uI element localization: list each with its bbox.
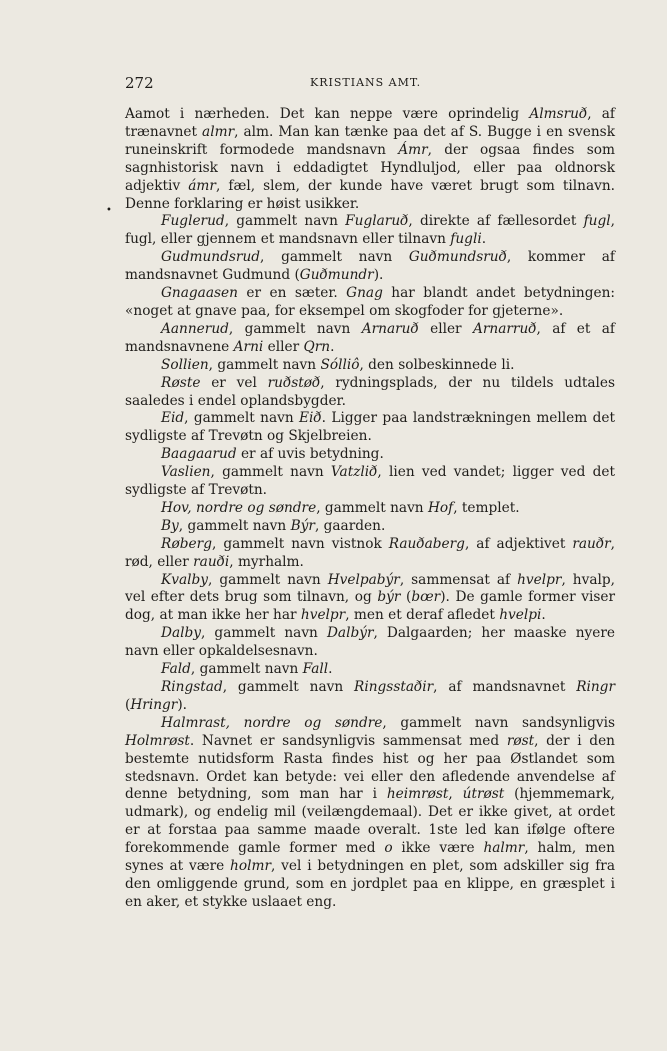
italic-term: Ringr bbox=[576, 679, 615, 695]
italic-term: holmr bbox=[230, 858, 272, 875]
italic-term: fugl bbox=[583, 213, 611, 230]
text-run: , gammelt navn vistnok bbox=[211, 535, 389, 552]
italic-term: Gudmundsrud bbox=[161, 249, 261, 266]
text-run: . Ligger paa landstrækningen mellem det sydligste af Trevøtn og Skjelbreien. bbox=[125, 410, 615, 445]
italic-term: fugli bbox=[450, 231, 482, 248]
italic-term: Hof bbox=[427, 499, 454, 516]
text-run: , gammelt navn bbox=[210, 464, 331, 481]
italic-term: Fuglerud bbox=[161, 213, 225, 230]
paragraph bbox=[125, 446, 615, 464]
italic-term: hvelpi bbox=[499, 607, 542, 624]
italic-term: býr bbox=[377, 589, 401, 606]
text-run: , templet. bbox=[453, 499, 520, 516]
text-run: , halm, men synes at være bbox=[125, 840, 615, 875]
italic-term: ámr bbox=[188, 177, 216, 194]
italic-term: Hov, nordre og søndre bbox=[161, 499, 317, 516]
italic-term: By bbox=[161, 517, 179, 534]
text-run: , der ogsaa findes som sagnhistorisk navn i eddadigtet Hyndluljod, eller paa oldnorsk adjektiv bbox=[125, 141, 615, 194]
italic-term: Almsruð bbox=[529, 106, 588, 122]
text-run: , den solbeskinnede li. bbox=[359, 356, 515, 373]
paragraph bbox=[125, 213, 615, 249]
text-run: , alm. Man kan tænke paa det af S. Bugge i en svensk runeinskrift formodede mandsnavn bbox=[125, 123, 615, 158]
paragraph bbox=[125, 321, 615, 357]
italic-term: ruðstøð bbox=[267, 374, 321, 391]
text-run: , gammelt navn bbox=[190, 661, 303, 678]
italic-term: Fald bbox=[161, 661, 191, 678]
paragraph bbox=[125, 410, 615, 446]
text-run: , men et deraf afledet bbox=[345, 607, 500, 624]
italic-term: Sollien bbox=[161, 356, 209, 373]
italic-term: Ringstad bbox=[161, 679, 223, 695]
text-run: , Dalgaarden; her maaske nyere navn eller opkaldelsesnavn. bbox=[125, 625, 615, 660]
italic-term: halmr bbox=[483, 840, 525, 857]
text-run: , gammelt navn bbox=[222, 679, 355, 695]
italic-term: Rauðaberg bbox=[388, 535, 465, 552]
italic-term: Aannerud bbox=[161, 320, 229, 337]
text-run: , gammelt navn bbox=[260, 249, 409, 266]
text-run: , der i den bestemte nutidsform Rasta findes hist og her paa Østlandet som stedsnavn. Ordet kan betyde: vei eller den afledende anvendelse af denne betydning, som man har i bbox=[125, 732, 615, 803]
text-run: , gammelt navn bbox=[208, 571, 328, 588]
italic-term: Arni bbox=[233, 338, 264, 355]
text-run: ). bbox=[373, 267, 384, 284]
italic-term: hvelpr bbox=[517, 571, 562, 588]
text-run: , sammensat af bbox=[399, 571, 518, 588]
text-run: eller bbox=[263, 338, 304, 355]
italic-term: Vatzlið bbox=[330, 464, 378, 481]
italic-term: Gnag bbox=[346, 285, 383, 302]
text-run: , gammelt navn sandsynligvis bbox=[382, 714, 615, 731]
italic-term: Arnarruð bbox=[472, 320, 537, 337]
italic-term: útrøst bbox=[462, 786, 505, 803]
italic-term: bœr bbox=[411, 589, 441, 606]
italic-term: Hvelpabýr bbox=[327, 571, 400, 588]
text-run: , gaarden. bbox=[314, 517, 386, 534]
italic-term: rauði bbox=[193, 553, 230, 570]
text-run: , gammelt navn bbox=[224, 213, 346, 230]
italic-term: Ringsstaðir bbox=[354, 679, 434, 695]
paragraph bbox=[125, 536, 615, 572]
text-run: , af et af mandsnavnene bbox=[125, 320, 615, 355]
text-run: , af mandsnavnet bbox=[433, 679, 577, 695]
paragraph bbox=[125, 357, 615, 375]
paragraph bbox=[125, 375, 615, 411]
italic-term: Fall bbox=[302, 661, 329, 678]
paragraph bbox=[125, 572, 615, 626]
italic-term: heimrøst bbox=[386, 786, 449, 803]
margin-mark: • bbox=[106, 205, 112, 216]
paragraph bbox=[125, 249, 615, 285]
paragraph bbox=[125, 625, 615, 661]
running-head: KRISTIANS AMT. bbox=[310, 76, 422, 89]
text-run: , lien ved vandet; ligger ved det sydligste af Trevøtn. bbox=[125, 464, 615, 499]
text-run: , gammelt navn bbox=[178, 517, 291, 534]
paragraph bbox=[125, 518, 615, 536]
text-run: (hjemmemark, udmark), og endelig mil (veilængdemaal). Det er ikke givet, at ordet er at forstaa paa samme maade overalt. 1ste led kan ifølge oftere forekommende gamle former med bbox=[125, 786, 615, 857]
paragraph bbox=[125, 464, 615, 500]
italic-term: Guðmundsruð bbox=[408, 249, 507, 266]
text-run: , gammelt navn bbox=[316, 499, 428, 516]
text-run: , hvalp, vel efter dets brug som tilnavn, og bbox=[125, 571, 615, 606]
italic-term: Røberg bbox=[161, 535, 212, 552]
italic-term: Hringr bbox=[130, 696, 178, 713]
text-run: ). De gamle former viser dog, at man ikke her har bbox=[125, 589, 615, 624]
italic-term: Kvalby bbox=[161, 571, 208, 588]
text-run: , bbox=[448, 786, 463, 803]
text-run: ( bbox=[125, 696, 131, 713]
text-run: , rød, eller bbox=[125, 535, 616, 570]
text-run: . Navnet er sandsynligvis sammensat med bbox=[189, 732, 507, 749]
paragraph bbox=[125, 679, 615, 715]
text-run: . bbox=[328, 661, 333, 678]
text-run: er vel bbox=[200, 374, 268, 391]
italic-term: Røste bbox=[161, 374, 201, 391]
italic-term: Dalby bbox=[161, 625, 202, 642]
italic-term: Býr bbox=[290, 517, 315, 534]
italic-term: Eið bbox=[299, 410, 322, 427]
text-run: eller bbox=[418, 320, 473, 337]
italic-term: Vaslien bbox=[161, 464, 211, 481]
text-run: ikke være bbox=[392, 840, 484, 857]
text-run: ( bbox=[400, 589, 412, 606]
italic-term: Baagaarud bbox=[161, 446, 237, 463]
paragraph bbox=[125, 661, 615, 679]
text-run: , rydningsplads, der nu tildels udtales saaledes i endel oplandsbygder. bbox=[125, 374, 615, 409]
text-run: , fæl, slem, der kunde have været brugt som tilnavn. Denne forklaring er høist usikker. bbox=[125, 177, 616, 212]
text-run: , gammelt navn bbox=[228, 320, 362, 337]
italic-term: Dalbýr bbox=[326, 625, 374, 642]
text-run: , af trænavnet bbox=[125, 106, 615, 140]
text-run: Aamot i nærheden. Det kan neppe være oprindelig bbox=[125, 106, 530, 122]
italic-term: Qrn bbox=[303, 338, 331, 355]
body-text bbox=[125, 106, 615, 912]
italic-term: Ámr bbox=[398, 141, 428, 158]
italic-term: Guðmundr bbox=[299, 267, 374, 284]
italic-term: hvelpr bbox=[300, 607, 346, 624]
text-run: , direkte af fællesordet bbox=[408, 213, 584, 230]
text-run: . bbox=[330, 338, 335, 355]
paragraph bbox=[125, 500, 615, 518]
italic-term: røst bbox=[506, 732, 535, 749]
paragraph bbox=[125, 285, 615, 321]
text-run: , gammelt navn bbox=[184, 410, 300, 427]
italic-term: Gnagaasen bbox=[161, 285, 238, 302]
text-run: . bbox=[541, 607, 546, 624]
text-run: er af uvis betydning. bbox=[236, 446, 384, 463]
text-run: , gammelt navn bbox=[201, 625, 327, 642]
paragraph bbox=[125, 106, 615, 213]
italic-term: Holmrøst bbox=[125, 732, 190, 749]
text-run: er en sæter. bbox=[237, 285, 347, 302]
italic-term: almr bbox=[202, 123, 235, 140]
italic-term: o bbox=[384, 840, 393, 857]
page-number: 272 bbox=[125, 74, 154, 92]
text-run: , gammelt navn bbox=[208, 356, 321, 373]
italic-term: Arnaruð bbox=[361, 320, 419, 337]
text-run: , af adjektivet bbox=[464, 535, 573, 552]
text-run: , vel i betydningen en plet, som adskiller sig fra den omliggende grund, som en jordplet paa en klippe, en græsplet i en aker, et stykke uslaaet eng. bbox=[125, 858, 616, 910]
text-run: har blandt andet betydningen: «noget at gnave paa, for eksempel om skogfoder for gjeterne». bbox=[125, 285, 615, 319]
italic-term: Halmrast, nordre og søndre bbox=[161, 714, 383, 731]
italic-term: Sólliô bbox=[320, 356, 360, 373]
text-run: , kommer af mandsnavnet Gudmund ( bbox=[125, 249, 615, 284]
text-run: ). bbox=[177, 696, 188, 713]
text-run: , myrhalm. bbox=[229, 553, 304, 570]
page-header bbox=[125, 74, 615, 96]
italic-term: Fuglaruð bbox=[345, 213, 409, 230]
text-run: , fugl, eller gjennem et mandsnavn eller tilnavn bbox=[125, 213, 615, 248]
italic-term: rauðr bbox=[572, 535, 611, 552]
paragraph bbox=[125, 715, 615, 912]
italic-term: Eid bbox=[161, 410, 185, 427]
text-run: . bbox=[481, 231, 487, 248]
